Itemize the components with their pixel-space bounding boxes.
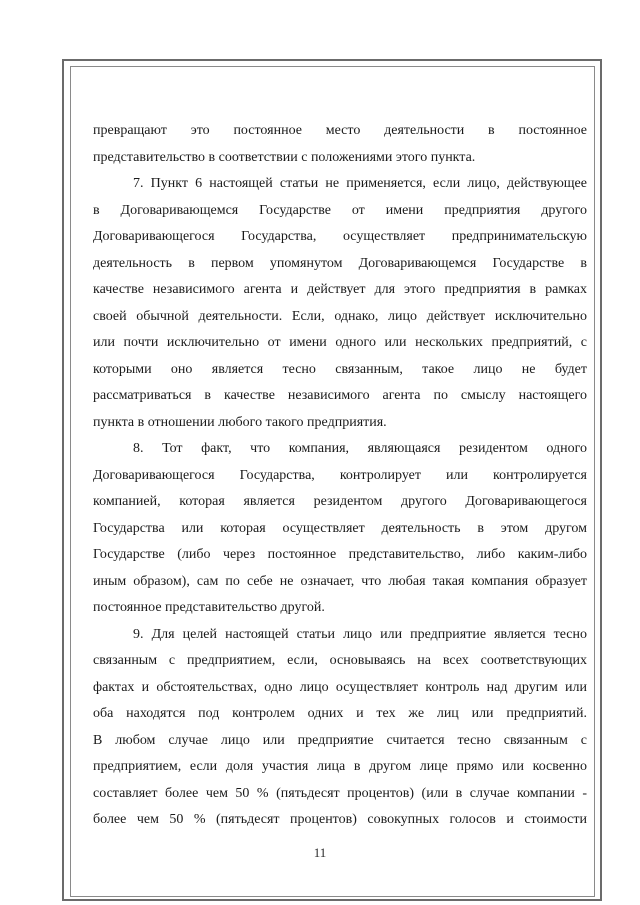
text-line: качестве независимого агента и действует для этого предприятия в рамках: [93, 282, 587, 297]
text-line: оба находятся под контролем одних и тех же лиц или предприятий.: [93, 706, 587, 721]
text-line: которыми оно является тесно связанным, такое лицо не будет: [93, 361, 587, 377]
text-line: Государства или которая осуществляет деятельность в этом другом: [93, 520, 587, 536]
text-line: предприятием, если доля участия лица в другом лице прямо или косвенно: [93, 759, 587, 774]
text-line: или почти исключительно от имени одного или нескольких предприятий, с: [93, 335, 587, 350]
text-line: 7. Пункт 6 настоящей статьи не применяется, если лицо, действующее: [133, 176, 587, 191]
text-line: связанным с предприятием, если, основываясь на всех соответствующих: [93, 653, 587, 668]
text-line: пункта в отношении любого такого предприятия.: [93, 414, 387, 430]
text-line: своей обычной деятельности. Если, однако, лицо действует исключительно: [93, 308, 587, 324]
text-line: 8. Тот факт, что компания, являющаяся резидентом одного: [133, 441, 587, 456]
text-line: Договаривающегося Государства, контролирует или контролируется: [93, 467, 587, 483]
text-line: иным образом), сам по себе не означает, что любая такая компания образует: [93, 573, 587, 589]
paragraph-item-8: [93, 436, 587, 622]
text-line: 9. Для целей настоящей статьи лицо или предприятие является тесно: [133, 626, 587, 642]
paragraph-continuation: [93, 118, 587, 171]
text-line: в Договаривающемся Государстве от имени предприятия другого: [93, 202, 587, 218]
text-line: В любом случае лицо или предприятие считается тесно связанным с: [93, 732, 587, 748]
text-line: постоянное представительство другой.: [93, 600, 325, 615]
text-line: Государстве (либо через постоянное представительство, либо каким-либо: [93, 547, 587, 562]
text-line: рассматриваться в качестве независимого агента по смыслу настоящего: [93, 388, 587, 403]
text-line: Договаривающегося Государства, осуществляет предпринимательскую: [93, 229, 587, 244]
text-line: компанией, которая является резидентом другого Договаривающегося: [93, 494, 587, 509]
text-line: превращают это постоянное место деятельности в постоянное: [93, 123, 587, 138]
document-body: [93, 118, 587, 834]
text-line: составляет более чем 50 % (пятьдесят процентов) (или в случае компании -: [93, 785, 587, 801]
text-line: деятельность в первом упомянутом Договаривающемся Государстве в: [93, 255, 587, 271]
text-line: фактах и обстоятельствах, одно лицо осуществляет контроль над другим или: [93, 679, 587, 695]
page-number: 11: [313, 845, 327, 860]
text-line: более чем 50 % (пятьдесят процентов) совокупных голосов и стоимости: [93, 812, 587, 827]
paragraph-item-7: [93, 171, 587, 436]
paragraph-item-9: [93, 622, 587, 834]
text-line: представительство в соответствии с положениями этого пункта.: [93, 149, 476, 165]
